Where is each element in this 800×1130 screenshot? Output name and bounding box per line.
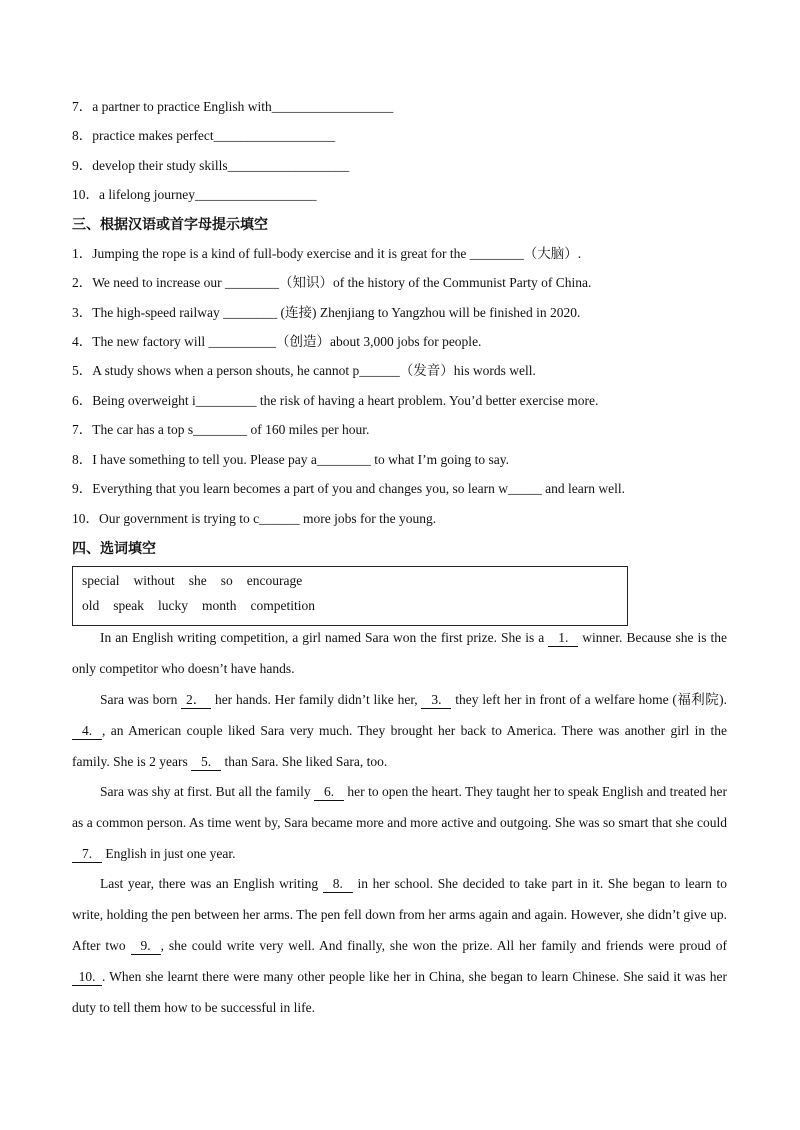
fill-in-question: 7．The car has a top s________ of 160 miles per hour. bbox=[72, 422, 370, 437]
passage-paragraph bbox=[72, 622, 727, 684]
answer-blank[interactable]: 4. bbox=[72, 723, 102, 740]
paragraph-text: they left her in front of a welfare home (福利院). bbox=[451, 692, 728, 707]
phrase-item: 10．a lifelong journey__________________ bbox=[72, 187, 317, 202]
passage-paragraph bbox=[72, 776, 727, 869]
word-bank-row bbox=[82, 573, 316, 589]
fill-in-question: 4．The new factory will __________（创造）about 3,000 jobs for people. bbox=[72, 334, 482, 349]
paragraph-text: her hands. Her family didn’t like her, bbox=[211, 692, 422, 707]
phrase-item: 9．develop their study skills__________________ bbox=[72, 158, 350, 173]
paragraph-text: Sara was shy at first. But all the family bbox=[100, 784, 315, 799]
fill-in-question: 3．The high-speed railway ________ (连接) Zhenjiang to Yangzhou will be finished in 2020. bbox=[72, 305, 581, 320]
word-bank-word: month bbox=[202, 598, 237, 613]
answer-blank[interactable]: 3. bbox=[421, 692, 451, 709]
word-bank-word: special bbox=[82, 573, 120, 588]
paragraph-text: . When she learnt there were many other people like her in China, she began to learn Chinese. She said it was her duty to tell them how to be successful in life. bbox=[72, 969, 727, 1015]
paragraph-text: winner. Because she is the only competitor who doesn’t have hands. bbox=[72, 630, 727, 676]
word-bank-word: encourage bbox=[246, 573, 303, 588]
word-bank-box bbox=[72, 566, 628, 626]
paragraph-text: , an American couple liked Sara very much. They brought her back to America. There was another girl in the family. She is 2 years bbox=[72, 723, 727, 769]
word-bank-row bbox=[82, 598, 329, 614]
paragraph-text: , she could write very well. And finally, she won the prize. All her family and friends were proud of bbox=[160, 938, 727, 953]
word-bank-word: without bbox=[133, 573, 175, 588]
fill-in-question: 2．We need to increase our ________（知识）of the history of the Communist Party of China. bbox=[72, 275, 592, 290]
paragraph-text: than Sara. She liked Sara, too. bbox=[221, 754, 388, 769]
section-four-heading: 四、选词填空 bbox=[72, 541, 156, 557]
paragraph-text: English in just one year. bbox=[102, 846, 236, 861]
paragraph-text: her to open the heart. They taught her to speak English and treated her as a common person. As time went by, Sara became more and more active and outgoing. She was so smart that she could bbox=[72, 784, 727, 830]
paragraph-text: in her school. She decided to take part in it. She began to learn to write, holding the pen between her arms. The pen fell down from her arms again and again. However, she didn’t give up. After two bbox=[72, 876, 727, 953]
fill-in-question: 5．A study shows when a person shouts, he cannot p______（发音）his words well. bbox=[72, 363, 536, 378]
fill-in-question: 6．Being overweight i_________ the risk of having a heart problem. You’d better exercise more. bbox=[72, 393, 599, 408]
fill-in-question: 10．Our government is trying to c______ more jobs for the young. bbox=[72, 511, 437, 526]
word-bank-word: lucky bbox=[158, 598, 189, 613]
answer-blank[interactable]: 5. bbox=[191, 754, 221, 771]
answer-blank[interactable]: 6. bbox=[314, 784, 344, 801]
answer-blank[interactable]: 1. bbox=[548, 630, 578, 647]
word-bank-word: she bbox=[188, 573, 207, 588]
paragraph-text: In an English writing competition, a girl named Sara won the first prize. She is a bbox=[100, 630, 549, 645]
paragraph-text: Sara was born bbox=[100, 692, 182, 707]
word-bank-word: competition bbox=[250, 598, 316, 613]
answer-blank[interactable]: 8. bbox=[323, 876, 353, 893]
phrase-item: 8．practice makes perfect__________________ bbox=[72, 128, 336, 143]
section-three-heading: 三、根据汉语或首字母提示填空 bbox=[72, 217, 268, 233]
answer-blank[interactable]: 7. bbox=[72, 846, 102, 863]
word-bank-word: speak bbox=[113, 598, 145, 613]
answer-blank[interactable]: 10. bbox=[72, 969, 102, 986]
paragraph-text: Last year, there was an English writing bbox=[100, 876, 323, 891]
word-bank-word: old bbox=[82, 598, 100, 613]
answer-blank[interactable]: 9. bbox=[131, 938, 161, 955]
fill-in-question: 1．Jumping the rope is a kind of full-body exercise and it is great for the ________（大脑）. bbox=[72, 246, 582, 261]
word-bank-word: so bbox=[220, 573, 233, 588]
passage-paragraph bbox=[72, 684, 727, 777]
fill-in-question: 8．I have something to tell you. Please pay a________ to what I’m going to say. bbox=[72, 452, 510, 467]
answer-blank[interactable]: 2． bbox=[181, 692, 211, 709]
phrase-item: 7．a partner to practice English with__________________ bbox=[72, 99, 394, 114]
fill-in-question: 9．Everything that you learn becomes a part of you and changes you, so learn w_____ and learn well. bbox=[72, 481, 625, 496]
passage-paragraph bbox=[72, 868, 727, 1023]
